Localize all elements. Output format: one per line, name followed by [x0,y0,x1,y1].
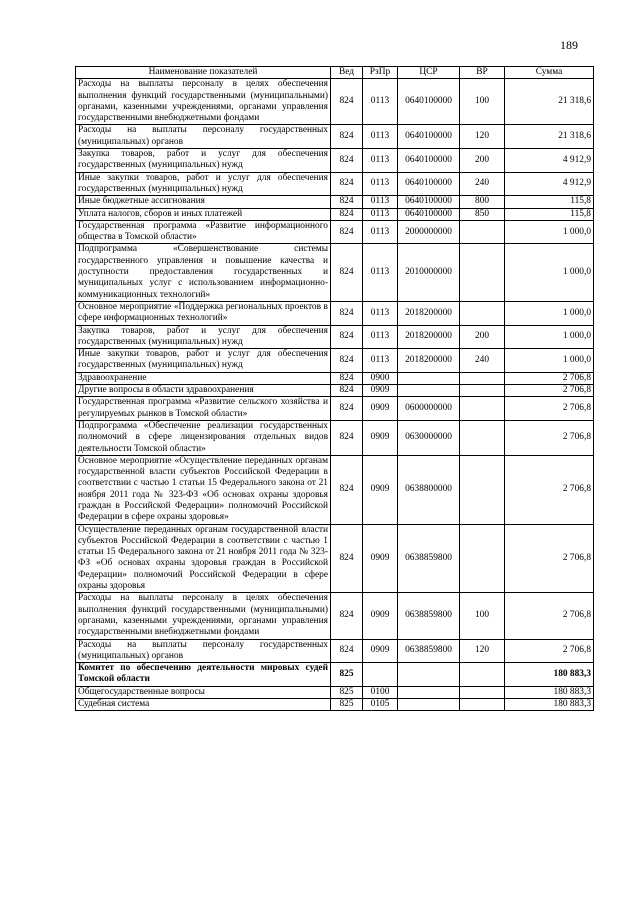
cell-name: Иные закупки товаров, работ и услуг для обеспечения государственных (муниципальных) нужд [76,172,331,196]
table-row [76,420,594,455]
cell-csr: 2000000000 [398,220,460,244]
cell-csr [398,699,460,711]
page-number: 189 [560,38,578,52]
cell-sum: 180 883,3 [505,663,594,687]
cell-csr: 0640100000 [398,208,460,220]
cell-name: Закупка товаров, работ и услуг для обеспечения государственных (муниципальных) нужд [76,325,331,349]
cell-rzpr: 0900 [363,372,398,384]
cell-rzpr: 0909 [363,385,398,397]
cell-ved: 824 [331,385,363,397]
cell-sum: 115,8 [505,196,594,208]
cell-ved: 824 [331,639,363,663]
cell-ved: 824 [331,372,363,384]
cell-name: Судебная система [76,699,331,711]
cell-vr [460,397,505,421]
cell-rzpr: 0909 [363,420,398,455]
cell-vr: 240 [460,349,505,373]
cell-rzpr [363,663,398,687]
table-row [76,593,594,639]
cell-name: Общегосударственные вопросы [76,686,331,698]
cell-name: Закупка товаров, работ и услуг для обеспечения государственных (муниципальных) нужд [76,149,331,173]
cell-vr [460,220,505,244]
cell-vr [460,301,505,325]
cell-sum: 1 000,0 [505,301,594,325]
cell-rzpr: 0909 [363,397,398,421]
cell-ved: 824 [331,420,363,455]
cell-rzpr: 0113 [363,244,398,301]
cell-ved: 824 [331,125,363,149]
header-vr: ВР [460,67,505,79]
cell-vr [460,663,505,687]
cell-csr: 2018200000 [398,301,460,325]
cell-csr: 0600000000 [398,397,460,421]
cell-rzpr: 0113 [363,208,398,220]
cell-ved: 825 [331,686,363,698]
table-row [76,125,594,149]
table-row [76,220,594,244]
table-row [76,349,594,373]
cell-csr: 0638800000 [398,455,460,524]
cell-vr: 100 [460,79,505,125]
header-sum: Сумма [505,67,594,79]
table-row [76,208,594,220]
cell-ved: 824 [331,149,363,173]
cell-vr [460,686,505,698]
cell-csr: 2018200000 [398,349,460,373]
cell-rzpr: 0113 [363,349,398,373]
cell-csr: 0638859800 [398,524,460,593]
cell-rzpr: 0105 [363,699,398,711]
table-row [76,397,594,421]
header-ved: Вед [331,67,363,79]
cell-sum: 2 706,8 [505,524,594,593]
cell-name: Иные закупки товаров, работ и услуг для обеспечения государственных (муниципальных) нужд [76,349,331,373]
cell-vr [460,372,505,384]
cell-sum: 1 000,0 [505,349,594,373]
table-header-row [76,67,594,79]
cell-rzpr: 0113 [363,196,398,208]
cell-sum: 21 318,6 [505,125,594,149]
cell-name: Другие вопросы в области здравоохранения [76,385,331,397]
cell-sum: 2 706,8 [505,420,594,455]
cell-ved: 825 [331,663,363,687]
cell-sum: 180 883,3 [505,686,594,698]
cell-vr: 800 [460,196,505,208]
cell-rzpr: 0909 [363,455,398,524]
cell-csr: 0640100000 [398,125,460,149]
cell-rzpr: 0113 [363,301,398,325]
table-row [76,79,594,125]
cell-name: Основное мероприятие «Поддержка региональных проектов в сфере информационных технологий» [76,301,331,325]
cell-name: Уплата налогов, сборов и иных платежей [76,208,331,220]
cell-rzpr: 0113 [363,220,398,244]
cell-sum: 2 706,8 [505,593,594,639]
table-row [76,301,594,325]
cell-name: Государственная программа «Развитие информационного общества в Томской области» [76,220,331,244]
cell-ved: 824 [331,455,363,524]
cell-csr [398,372,460,384]
table-row [76,244,594,301]
table-row [76,385,594,397]
cell-csr: 2018200000 [398,325,460,349]
cell-vr: 850 [460,208,505,220]
cell-csr: 0640100000 [398,172,460,196]
cell-vr: 200 [460,149,505,173]
cell-name: Подпрограмма «Совершенствование системы государственного управления и повышение качества и доступности предоставления государственных и муниципальных услуг с использованием информационно-коммуникационных технологий» [76,244,331,301]
table-row [76,196,594,208]
cell-name: Расходы на выплаты персоналу государственных (муниципальных) органов [76,125,331,149]
cell-csr: 0638859800 [398,593,460,639]
cell-csr: 2010000000 [398,244,460,301]
table-row [76,663,594,687]
cell-ved: 824 [331,593,363,639]
cell-vr [460,244,505,301]
cell-name: Основное мероприятие «Осуществление переданных органам государственной власти субъектов Российской Федерации в соответствии с частью 1 статьи 15 Федерального закона от 21 ноября 2011 года № 323-ФЗ «Об основах охраны здоровья граждан в Российской Федерации» полномочий Российской Федерации в сфере охраны здоровья» [76,455,331,524]
table-body [76,79,594,711]
cell-sum: 115,8 [505,208,594,220]
cell-sum: 1 000,0 [505,325,594,349]
cell-ved: 824 [331,325,363,349]
cell-vr [460,524,505,593]
cell-name: Подпрограмма «Обеспечение реализации государственных полномочий в сфере лицензирования отдельных видов деятельности Томской области» [76,420,331,455]
cell-sum: 2 706,8 [505,455,594,524]
header-name: Наименование показателей [76,67,331,79]
cell-name: Расходы на выплаты персоналу государственных (муниципальных) органов [76,639,331,663]
cell-rzpr: 0113 [363,125,398,149]
table-row [76,172,594,196]
table-row [76,524,594,593]
cell-ved: 824 [331,172,363,196]
cell-ved: 824 [331,196,363,208]
cell-vr [460,420,505,455]
cell-ved: 824 [331,244,363,301]
cell-vr: 240 [460,172,505,196]
cell-csr [398,663,460,687]
cell-sum: 21 318,6 [505,79,594,125]
cell-rzpr: 0909 [363,593,398,639]
cell-vr [460,385,505,397]
table-row [76,699,594,711]
cell-sum: 2 706,8 [505,372,594,384]
cell-ved: 824 [331,349,363,373]
cell-name: Государственная программа «Развитие сельского хозяйства и регулируемых рынков в Томской области» [76,397,331,421]
cell-sum: 4 912,9 [505,172,594,196]
cell-vr: 120 [460,125,505,149]
cell-sum: 1 000,0 [505,244,594,301]
cell-sum: 180 883,3 [505,699,594,711]
cell-ved: 824 [331,79,363,125]
cell-rzpr: 0113 [363,172,398,196]
cell-csr: 0640100000 [398,149,460,173]
cell-vr: 120 [460,639,505,663]
cell-ved: 825 [331,699,363,711]
cell-csr: 0640100000 [398,79,460,125]
cell-rzpr: 0909 [363,639,398,663]
cell-csr [398,686,460,698]
cell-csr [398,385,460,397]
cell-name: Расходы на выплаты персоналу в целях обеспечения выполнения функций государственными (муниципальными) органами, казенными учреждениями, органами управления государственными внебюджетными фондами [76,593,331,639]
table-row [76,325,594,349]
cell-vr: 200 [460,325,505,349]
cell-sum: 2 706,8 [505,385,594,397]
table-row [76,639,594,663]
cell-rzpr: 0113 [363,325,398,349]
header-rzpr: РзПр [363,67,398,79]
table-row [76,372,594,384]
cell-ved: 824 [331,397,363,421]
cell-vr [460,455,505,524]
cell-rzpr: 0909 [363,524,398,593]
cell-rzpr: 0100 [363,686,398,698]
cell-rzpr: 0113 [363,79,398,125]
cell-name: Расходы на выплаты персоналу в целях обеспечения выполнения функций государственными (муниципальными) органами, казенными учреждениями, органами управления государственными внебюджетными фондами [76,79,331,125]
cell-csr: 0630000000 [398,420,460,455]
table-row [76,149,594,173]
cell-name: Иные бюджетные ассигнования [76,196,331,208]
table-row [76,686,594,698]
cell-name: Здравоохранение [76,372,331,384]
cell-rzpr: 0113 [363,149,398,173]
cell-sum: 2 706,8 [505,397,594,421]
cell-name: Комитет по обеспечению деятельности мировых судей Томской области [76,663,331,687]
cell-sum: 1 000,0 [505,220,594,244]
cell-ved: 824 [331,220,363,244]
table-row [76,455,594,524]
cell-sum: 2 706,8 [505,639,594,663]
cell-vr: 100 [460,593,505,639]
cell-csr: 0638859800 [398,639,460,663]
cell-ved: 824 [331,208,363,220]
cell-name: Осуществление переданных органам государственной власти субъектов Российской Федерации в соответствии с частью 1 статьи 15 Федерального закона от 21 ноября 2011 года № 323-ФЗ «Об основах охраны здоровья граждан в Российской Федерации» полномочий Российской Федерации в сфере охраны здоровья [76,524,331,593]
cell-ved: 824 [331,301,363,325]
cell-sum: 4 912,9 [505,149,594,173]
cell-vr [460,699,505,711]
budget-table [75,66,594,711]
cell-ved: 824 [331,524,363,593]
header-csr: ЦСР [398,67,460,79]
cell-csr: 0640100000 [398,196,460,208]
